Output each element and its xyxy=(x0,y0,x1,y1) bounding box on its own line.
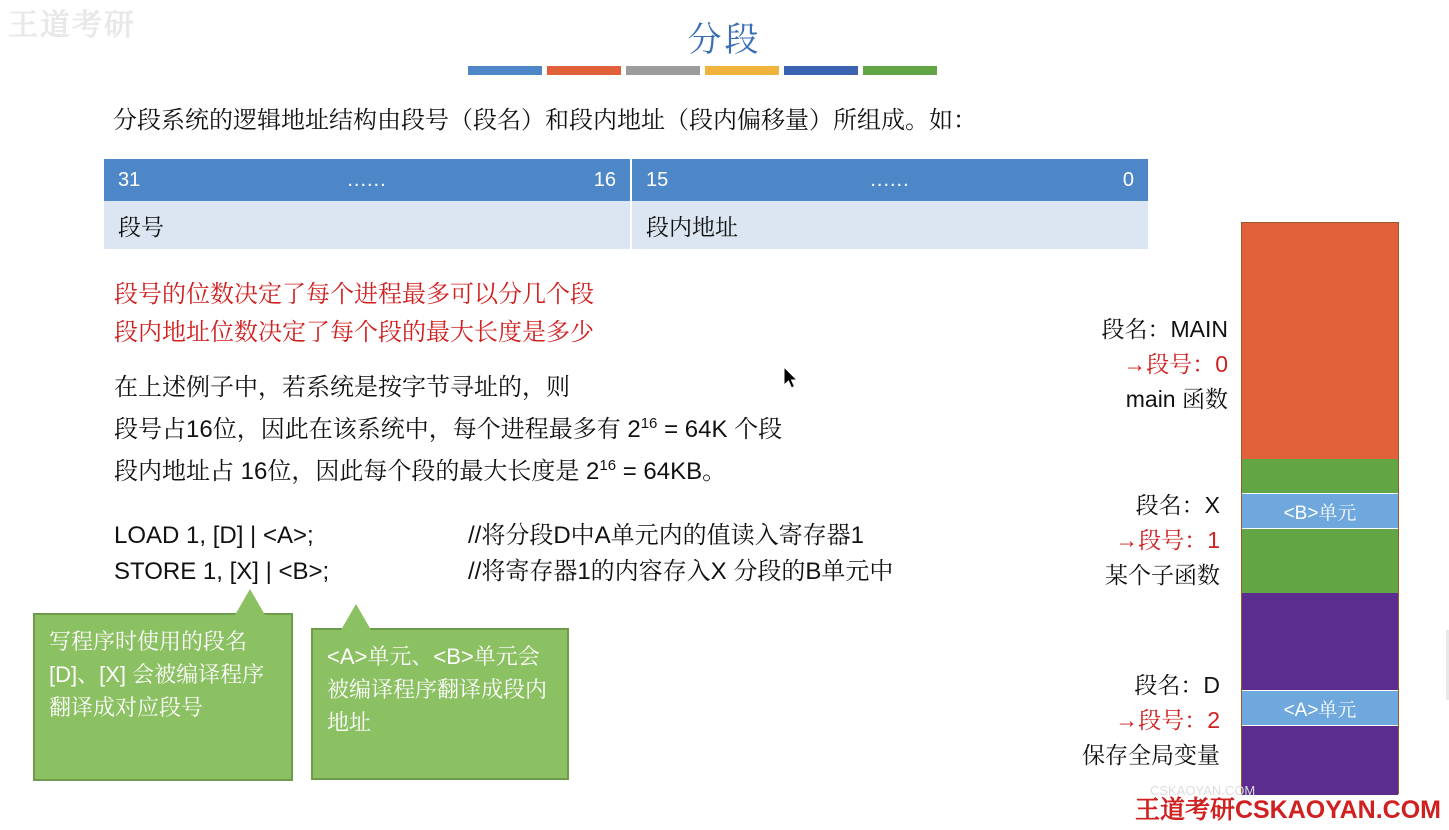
bit-16-label: 16 xyxy=(593,168,616,191)
callout-text-2: <A>单元、<B>单元会被编译程序翻译成段内地址 xyxy=(327,644,548,735)
header-cell-segment-number xyxy=(104,159,632,201)
red-note-2: 段内地址位数决定了每个段的最大长度是多少 xyxy=(114,319,594,346)
memory-label-main-no-text: 段号：0 xyxy=(1146,351,1228,377)
watermark-topleft: 王道考研 xyxy=(8,9,136,42)
watermark-bottom-en: CSKAOYAN.COM xyxy=(1234,796,1441,824)
watermark-bottom-cn: 王道考研 xyxy=(1134,796,1235,824)
table-body-row xyxy=(104,201,1148,249)
body-cell-offset: 段内地址 xyxy=(632,201,1148,249)
explanation-line-2-a: 段号占16位，因此在该系统中，每个进程最多有 2 xyxy=(114,416,641,443)
watermark-bottom xyxy=(1135,790,1441,826)
explanation-line-2-sup: 16 xyxy=(640,415,658,432)
explanation-line-3-a: 段内地址占 16位，因此每个段的最大长度是 2 xyxy=(114,458,600,485)
explanation-line-2 xyxy=(114,406,782,448)
memory-label-main-number xyxy=(1008,347,1228,382)
watermark-faint: CSKAOYAN.COM xyxy=(1150,783,1256,798)
memory-label-main xyxy=(1008,312,1228,417)
explanation-line-3-b: = 64KB。 xyxy=(616,458,727,485)
memory-label-d xyxy=(1000,668,1220,773)
title-underline-bars xyxy=(468,66,937,75)
callout-offset xyxy=(311,628,569,780)
memory-diagram xyxy=(1241,222,1399,794)
bits-dots-right: ...... xyxy=(870,168,910,191)
callout-tail-1 xyxy=(235,589,265,615)
explanation-block xyxy=(114,370,782,490)
memory-label-d-no-text: 段号：2 xyxy=(1138,707,1220,733)
bit-15-label: 15 xyxy=(646,168,669,191)
comment-line-load: //将分段D中A单元内的值读入寄存器1 xyxy=(468,522,865,549)
explanation-line-2-b: = 64K 个段 xyxy=(657,416,783,443)
explanation-line-3-sup: 16 xyxy=(599,457,617,474)
memory-label-x-name: 段名：X xyxy=(1135,492,1220,518)
explanation-line-3 xyxy=(114,448,782,490)
callout-tail-2 xyxy=(341,604,371,630)
memory-label-d-name: 段名：D xyxy=(1134,672,1220,698)
body-cell-segment-number: 段号 xyxy=(104,201,632,249)
memory-label-main-desc: main 函数 xyxy=(1125,386,1228,412)
callout-segment-name xyxy=(33,613,293,781)
comment-block xyxy=(468,518,893,590)
callout-text-1: 写程序时使用的段名 [D]、[X] 会被编译程序翻译成对应段号 xyxy=(49,629,265,720)
memory-label-d-number xyxy=(1000,703,1220,738)
table-header-row xyxy=(104,159,1148,201)
code-block xyxy=(114,518,329,590)
address-structure-table xyxy=(104,159,1148,249)
memory-segment-main xyxy=(1242,223,1398,459)
memory-label-x xyxy=(1000,488,1220,593)
red-note-1: 段号的位数决定了每个进程最多可以分几个段 xyxy=(114,281,594,308)
explanation-line-1: 在上述例子中，若系统是按字节寻址的，则 xyxy=(114,374,570,401)
arrow-icon-main: → xyxy=(1123,351,1147,377)
arrow-icon-d: → xyxy=(1115,707,1139,733)
bit-0-label: 0 xyxy=(1122,168,1134,191)
intro-text: 分段系统的逻辑地址结构由段号（段名）和段内地址（段内偏移量）所组成。如： xyxy=(113,107,977,134)
memory-label-main-name: 段名：MAIN xyxy=(1101,316,1228,342)
memory-unit-a: <A>单元 xyxy=(1242,690,1398,726)
memory-unit-b: <B>单元 xyxy=(1242,493,1398,529)
bit-31-label: 31 xyxy=(118,168,141,191)
memory-label-x-desc: 某个子函数 xyxy=(1105,562,1220,588)
memory-label-x-number xyxy=(1000,523,1220,558)
bits-dots-left: ...... xyxy=(347,168,387,191)
memory-label-d-desc: 保存全局变量 xyxy=(1082,742,1220,768)
comment-line-store: //将寄存器1的内容存入X 分段的B单元中 xyxy=(468,558,894,585)
arrow-icon-x: → xyxy=(1115,527,1139,553)
header-cell-offset xyxy=(632,159,1148,201)
code-line-store: STORE 1, [X] | <B>; xyxy=(114,558,330,585)
memory-label-x-no-text: 段号：1 xyxy=(1138,527,1220,553)
code-line-load: LOAD 1, [D] | <A>; xyxy=(114,522,314,549)
page-title: 分段 xyxy=(687,21,762,59)
